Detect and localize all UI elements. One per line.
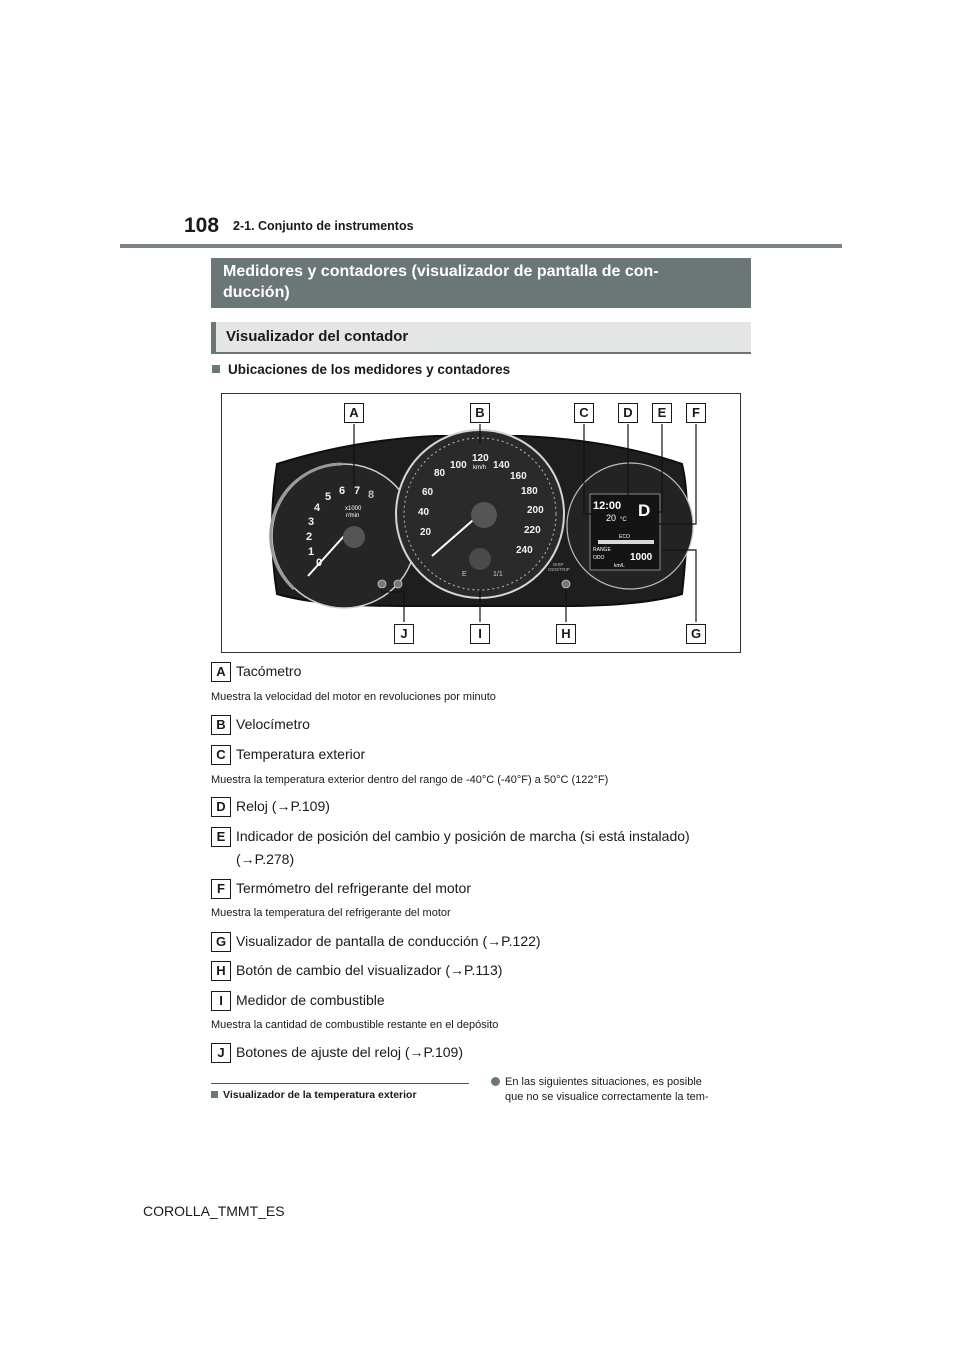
eco-bar	[598, 540, 654, 544]
callout-b: B	[470, 403, 490, 423]
legend-key-b: B	[211, 715, 231, 735]
legend-label-f: Termómetro del refrigerante del motor	[236, 880, 471, 896]
speed-number-180: 180	[521, 486, 538, 497]
legend-label-h: Botón de cambio del visualizador (→P.113)	[236, 962, 503, 978]
speed-number-160: 160	[510, 471, 527, 482]
legend-key-j: J	[211, 1043, 231, 1063]
legend-label-c: Temperatura exterior	[236, 746, 366, 762]
section-path: 2-1. Conjunto de instrumentos	[233, 219, 414, 233]
legend-key-e: E	[211, 827, 231, 847]
callout-d: D	[618, 403, 638, 423]
callout-a: A	[344, 403, 364, 423]
small-square-icon	[211, 1091, 218, 1098]
tach-number-6: 6	[339, 485, 346, 497]
speedometer-hub	[471, 502, 497, 528]
speed-number-240: 240	[516, 545, 533, 556]
callout-e: E	[652, 403, 672, 423]
clock-adjust-button-2	[394, 580, 402, 588]
footnote-heading-text: Visualizador de la temperatura exterior	[223, 1089, 417, 1101]
tach-number-2: 2	[306, 531, 313, 543]
section-title	[211, 258, 751, 308]
speed-number-120: 120	[472, 453, 489, 464]
footnote-text	[491, 1075, 751, 1105]
legend-key-f: F	[211, 879, 231, 899]
page-number: 108	[184, 214, 220, 237]
cluster-illustration	[222, 394, 740, 652]
footnote-line-1-text: En las siguientes situaciones, es posible	[505, 1076, 702, 1088]
legend-desc-f: Muestra la temperatura del refrigerante del motor	[211, 907, 451, 919]
clock-adjust-button-1	[378, 580, 386, 588]
legend-key-a: A	[211, 662, 231, 682]
speed-number-60: 60	[422, 487, 434, 498]
display-gear: D	[638, 501, 651, 520]
instrument-cluster-figure	[221, 393, 741, 653]
legend-desc-i: Muestra la cantidad de combustible restante en el depósito	[211, 1019, 499, 1031]
footnote-rule	[211, 1083, 469, 1084]
callout-g: G	[686, 624, 706, 644]
callout-c: C	[574, 403, 594, 423]
speed-number-220: 220	[524, 525, 541, 536]
legend-label-a: Tacómetro	[236, 663, 302, 679]
legend-key-d: D	[211, 797, 231, 817]
tach-number-5: 5	[325, 491, 332, 503]
square-bullet-icon	[212, 365, 220, 373]
footnote-line-1	[491, 1075, 751, 1090]
speed-number-100: 100	[450, 460, 467, 471]
display-odo-value: 1000	[630, 552, 653, 563]
callout-h: H	[556, 624, 576, 644]
callout-i: I	[470, 624, 490, 644]
tachometer-hub	[343, 526, 365, 548]
speed-number-80: 80	[434, 468, 446, 479]
display-change-button	[562, 580, 570, 588]
tach-unit-x1000: x1000	[345, 506, 362, 512]
footnote-line-2: que no se visualice correctamente la tem-	[505, 1091, 709, 1103]
legend-cont-e: (→P.278)	[236, 851, 295, 867]
display-temp: 20	[606, 513, 617, 523]
callout-j: J	[394, 624, 414, 644]
speed-number-200: 200	[527, 505, 544, 516]
tach-number-8: 8	[368, 489, 375, 501]
bullet-heading	[212, 362, 510, 377]
display-range-label: RANGE	[593, 547, 611, 553]
disp-button-label: DISP	[553, 562, 564, 567]
tach-unit-rpm: r/min	[346, 513, 360, 519]
disp-button-sublabel: ODO/TRIP	[548, 567, 570, 572]
display-temp-unit: °C	[620, 517, 627, 523]
speed-unit: km/h	[473, 465, 487, 471]
legend-label-d: Reloj (→P.109)	[236, 798, 330, 814]
document-code: COROLLA_TMMT_ES	[143, 1203, 285, 1219]
legend-label-g: Visualizador de pantalla de conducción (→P.122)	[236, 933, 541, 949]
speed-number-20: 20	[420, 527, 432, 538]
legend-label-j: Botones de ajuste del reloj (→P.109)	[236, 1044, 463, 1060]
tach-number-1: 1	[308, 546, 315, 558]
section-title-line-2: ducción)	[223, 284, 290, 301]
header-rule	[120, 244, 842, 248]
fuel-label-full: 1/1	[493, 571, 503, 578]
display-clock: 12:00	[593, 500, 622, 512]
subsection-title: Visualizador del contador	[211, 322, 751, 354]
legend-label-b: Velocímetro	[236, 716, 310, 732]
footnote-heading	[211, 1089, 417, 1101]
tach-number-0: 0	[316, 557, 323, 569]
tach-number-3: 3	[308, 516, 315, 528]
dot-bullet-icon	[491, 1077, 500, 1086]
callout-f: F	[686, 403, 706, 423]
fuel-gauge-hub	[469, 548, 491, 570]
tach-number-4: 4	[314, 502, 321, 514]
display-odo-unit: km/L	[614, 563, 625, 569]
legend-desc-c: Muestra la temperatura exterior dentro del rango de -40°C (-40°F) a 50°C (122°F)	[211, 774, 609, 786]
legend-key-c: C	[211, 745, 231, 765]
fuel-label-e: E	[462, 571, 467, 578]
legend-label-i: Medidor de combustible	[236, 992, 385, 1008]
legend-label-e: Indicador de posición del cambio y posición de marcha (si está instalado)	[236, 828, 690, 844]
section-title-line-1: Medidores y contadores (visualizador de pantalla de con-	[223, 263, 659, 280]
legend-desc-a: Muestra la velocidad del motor en revoluciones por minuto	[211, 691, 496, 703]
legend-key-i: I	[211, 991, 231, 1011]
display-odo-label: ODO	[593, 555, 605, 561]
legend-key-g: G	[211, 932, 231, 952]
tach-number-7: 7	[354, 485, 361, 497]
legend-key-h: H	[211, 961, 231, 981]
speed-number-140: 140	[493, 460, 510, 471]
bullet-heading-text: Ubicaciones de los medidores y contadores	[228, 362, 511, 377]
display-eco: ECO	[619, 534, 630, 540]
speed-number-40: 40	[418, 507, 430, 518]
